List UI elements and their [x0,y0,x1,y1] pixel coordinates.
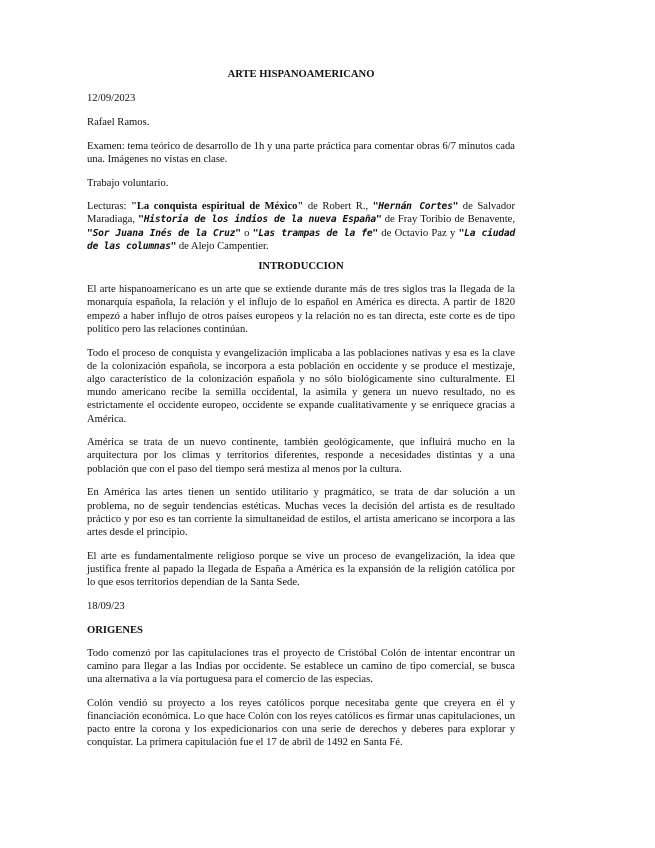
intro-paragraph: El arte es fundamentalmente religioso porque se vive un proceso de evangelización, la idea que justifica frente al papado la llegada de España a América es la expansión de la religión católica por lo que esos territorios dependían de la Santa Sede. [87,550,515,589]
intro-paragraph: El arte hispanoamericano es un arte que se extiende durante más de tres siglos tras la llegada de la monarquía española, la relación y el influjo de lo español en América es directa. A partir de 1820 empezó a haber influjo de otros países europeos y la relación no es tan directa, este corte es de tipo político pero las relaciones continúan. [87,284,515,335]
reading-author-4: o [240,227,253,239]
reading-author-6: de Alejo Campentier. [176,240,269,252]
date-second: 18/09/23 [87,600,125,612]
document-title: ARTE HISPANOAMERICANO [227,69,375,80]
reading-author-1: de Robert R., [303,201,373,213]
intro-paragraph: Todo el proceso de conquista y evangelización implicaba a las poblaciones nativas y esa es la clave de la colonización española, se incorpora a esta población en occidente y se produce el mestizaje, algo característico de la colonización española y no sólo biológicamente sino culturalmente. El mundo americano recibe la semilla occidental, la asimila y genera un nuevo resultado, no es estrictamente el occidente europeo, occidente se expande cualitativamente y se enriquece gracias a América. [87,347,515,425]
reading-title-4: "Sor Juana Inés de la Cruz" [87,227,241,239]
reading-title-2: "Hernán Cortes" [372,201,459,213]
origins-paragraph: Colón vendió su proyecto a los reyes católicos porque necesitaba gente que creyera en él y financiación económica. Lo que hace Colón con los reyes católicos es firmar unas capitulaciones, un pacto entre la corona y los expedicionarios con una serie de derechos y deberes para explorar y conquistar. La primera capitulación fue el 17 de abril de 1492 en Santa Fé. [87,697,515,749]
document-page [87,68,515,760]
date-first: 12/09/2023 [87,93,136,105]
reading-author-5: de Octavio Paz y [377,227,459,239]
intro-heading: INTRODUCCION [258,261,344,273]
reading-title-6: "La ciudad de las columnas" [87,227,516,252]
origins-heading: ORIGENES [87,624,143,636]
voluntary-work: Trabajo voluntario. [87,177,169,189]
exam-info: Examen: tema teórico de desarrollo de 1h y una parte práctica para comentar obras 6/7 minutos cada una. Imágenes no vistas en clase. [87,140,515,165]
intro-paragraph: América se trata de un nuevo continente, también geológicamente, que influirá mucho en la arquitectura por los climas y territorios diferentes, responde a necesidades distintas y a una población que con el paso del tiempo será mestiza al menos por la cultura. [87,437,515,475]
intro-paragraph: En América las artes tienen un sentido utilitario y pragmático, se trata de dar solución a un problema, no de seguir tendencias estéticas. Muchas veces la decisión del artista es de resultado práctico y por eso es tan corriente la simultaneidad de estilos, el artista americano se incorpora a las artes desde el principio. [87,487,515,538]
reading-author-2: de Salvador Maradiaga, [87,201,516,226]
reading-title-5: "Las trampas de la fe" [252,227,378,239]
reading-author-3: de Fray Toribio de Benavente, [381,214,516,226]
reading-title-3: "Historia de los indios de la nueva España" [138,214,382,226]
readings-paragraph [87,200,515,253]
readings-prefix: Lecturas: [87,201,131,213]
origins-paragraph: Todo comenzó por las capitulaciones tras el proyecto de Cristóbal Colón de intentar encontrar un camino para llegar a las Indias por occidente. Se establece un camino de tipo comercial, se busca una alternativa a la vía portuguesa para el comercio de las especias. [87,647,515,686]
author-name: Rafael Ramos. [87,116,150,128]
reading-title-1: "La conquista espiritual de México" [130,201,304,213]
